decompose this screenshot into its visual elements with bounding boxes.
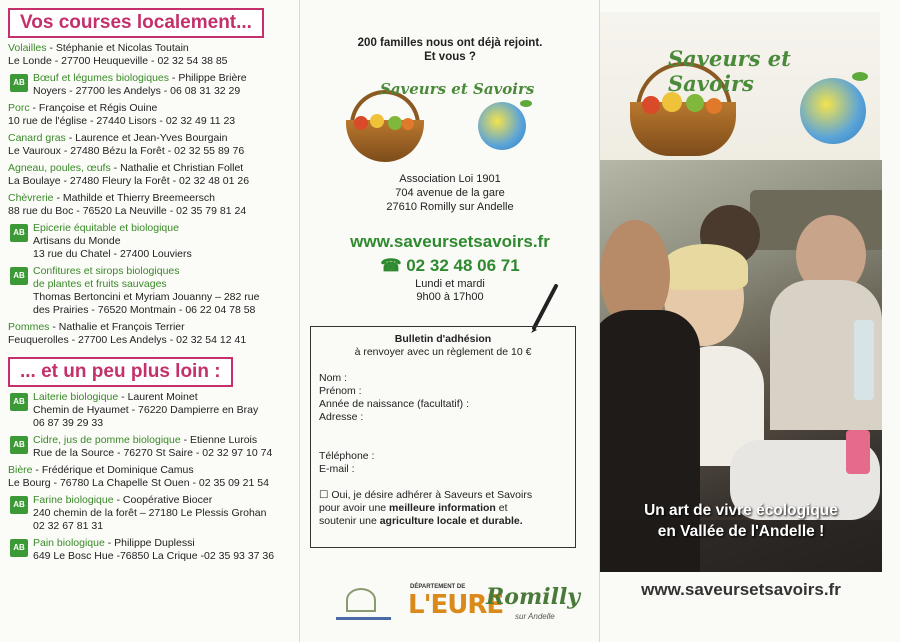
slogan-line1: Un art de vivre écologique: [644, 502, 838, 519]
right-logo-area: [600, 12, 880, 162]
field-naissance[interactable]: Année de naissance (facultatif) :: [319, 398, 470, 410]
producer-name: - Frédérique et Dominique Camus: [32, 464, 194, 476]
field-prenom[interactable]: Prénom :: [319, 385, 362, 397]
producer-entry: [8, 391, 291, 430]
organic-ab-icon: AB: [10, 436, 28, 454]
producer-category: Confitures et sirops biologiques: [33, 265, 180, 277]
producer-line2: 88 rue du Boc - 76520 La Neuville - 02 35 79 81 24: [8, 205, 247, 217]
mid-logo: [340, 80, 560, 165]
headline: [300, 36, 600, 64]
producer-category: Volailles: [8, 42, 47, 54]
producer-category: Pommes: [8, 321, 50, 333]
producer-line3: des Prairies - 76520 Montmain - 06 22 04 78 58: [33, 304, 256, 316]
producer-name: - Stéphanie et Nicolas Toutain: [46, 42, 189, 54]
consent-b: pour avoir une: [319, 502, 390, 514]
producer-name: - Laurent Moinet: [118, 391, 198, 403]
producer-category: Farine biologique: [33, 494, 114, 506]
slogan-line2: en Vallée de l'Andelle !: [657, 523, 825, 540]
producer-line1: [33, 434, 291, 447]
producer-name: - Etienne Lurois: [180, 434, 258, 446]
producer-entry: [8, 494, 291, 533]
globe-icon-large: [800, 78, 866, 144]
organic-ab-icon: AB: [10, 74, 28, 92]
producer-entry: [8, 434, 291, 460]
left-panel: [0, 0, 300, 642]
producer-category: Agneau, poules, œufs: [8, 162, 111, 174]
consent-b2: et: [495, 502, 508, 514]
producer-name: - Laurence et Jean-Yves Bourgain: [65, 132, 228, 144]
producer-line1: [8, 321, 291, 334]
right-logo: [628, 42, 868, 157]
headline-line1: 200 familles nous ont déjà rejoint.: [357, 37, 543, 49]
producer-line1: [33, 494, 291, 507]
producer-line1: [8, 192, 291, 205]
form-subtitle: à renvoyer avec un règlement de 10 €: [354, 346, 532, 358]
producer-entry: [8, 162, 291, 188]
consent-c: soutenir une: [319, 515, 380, 527]
producer-category: Cidre, jus de pomme biologique: [33, 434, 181, 446]
producer-line2: Noyers - 27700 les Andelys - 06 08 31 32 29: [33, 85, 241, 97]
producer-line1: [33, 391, 291, 404]
form-title: Bulletin d'adhésion: [394, 333, 492, 345]
mid-logo-title: Saveurs et Savoirs: [380, 80, 535, 98]
producer-name: - Philippe Duplessi: [104, 537, 195, 549]
eure-dept-label: DÉPARTEMENT DE: [410, 584, 466, 590]
producer-name: - Françoise et Régis Ouine: [29, 102, 158, 114]
romilly-sub: sur Andelle: [515, 612, 555, 621]
sponsor-logos: [300, 578, 600, 628]
producer-name: - Nathalie et Christian Follet: [110, 162, 244, 174]
producer-line1: [8, 464, 291, 477]
producer-line1: [33, 265, 291, 278]
producer-name: - Coopérative Biocer: [113, 494, 213, 506]
slogan: [600, 500, 882, 542]
producer-entry: [8, 192, 291, 218]
producer-line2: Le Vauroux - 27480 Bézu la Forêt - 02 32 55 89 76: [8, 145, 245, 157]
headline-line2: Et vous ?: [424, 51, 476, 63]
producer-line2: 10 rue de l'église - 27440 Lisors - 02 32 49 11 23: [8, 115, 236, 127]
producer-category: Bœuf et légumes biologiques: [33, 72, 169, 84]
producer-category: Epicerie équitable et biologique: [33, 222, 179, 234]
hours-days: Lundi et mardi: [415, 278, 485, 290]
producer-entry: [8, 464, 291, 490]
producer-entry: [8, 102, 291, 128]
right-logo-title: Saveurs et Savoirs: [668, 46, 791, 96]
organic-ab-icon: AB: [10, 267, 28, 285]
consent-line3: [319, 515, 567, 528]
producer-name: - Philippe Brière: [169, 72, 247, 84]
producer-line2: La Boulaye - 27480 Fleury la Forêt - 02 32 48 01 26: [8, 175, 250, 187]
assoc-line1: Association Loi 1901: [399, 173, 501, 185]
producer-line1: [33, 222, 291, 235]
consent-b-bold: meilleure information: [389, 502, 496, 514]
phone-number: ☎ 02 32 48 06 71: [380, 256, 520, 275]
producer-entry: [8, 132, 291, 158]
producer-category-line2: de plantes et fruits sauvages: [33, 278, 167, 290]
producer-line1: [8, 102, 291, 115]
producer-entry: [8, 321, 291, 347]
producer-line1: [33, 537, 291, 550]
association-address: [300, 172, 600, 214]
producer-line2: Feuquerolles - 27700 Les Andelys - 02 32 54 12 41: [8, 334, 247, 346]
consent-c-bold: agriculture locale et durable.: [379, 515, 523, 527]
website-link[interactable]: www.saveursetsavoirs.fr: [350, 232, 550, 251]
organic-ab-icon: AB: [10, 393, 28, 411]
field-email[interactable]: E-mail :: [319, 463, 355, 475]
organic-ab-icon: AB: [10, 539, 28, 557]
consent-line2: [319, 502, 567, 515]
local-section-title: Vos courses localement...: [8, 8, 264, 38]
field-nom[interactable]: Nom :: [319, 372, 348, 384]
organic-ab-icon: AB: [10, 224, 28, 242]
producer-line2: Le Londe - 27700 Heuqueville - 02 32 54 38 85: [8, 55, 228, 67]
producer-line2: Chemin de Hyaumet - 76220 Dampierre en Bray: [33, 404, 259, 416]
producer-name: - Mathilde et Thierry Breemeersch: [53, 192, 215, 204]
andelle-logo: [336, 586, 391, 620]
field-telephone[interactable]: Téléphone :: [319, 450, 375, 462]
producer-entry: [8, 42, 291, 68]
far-producers-list: [8, 391, 291, 563]
producer-name: - Nathalie et François Terrier: [49, 321, 185, 333]
producer-line2: 240 chemin de la forêt – 27180 Le Plessis Grohan: [33, 507, 267, 519]
producer-line2: Thomas Bertoncini et Myriam Jouanny – 282 rue: [33, 291, 260, 303]
far-section-title: ... et un peu plus loin :: [8, 357, 233, 387]
local-producers-list: [8, 42, 291, 347]
producer-entry: [8, 265, 291, 317]
producer-line3: 02 32 67 81 31: [33, 520, 104, 532]
producer-line2: 649 Le Bosc Hue -76850 La Crique -02 35 93 37 36: [33, 550, 275, 562]
eure-logo: L'EURE: [408, 590, 504, 620]
assoc-line3: 27610 Romilly sur Andelle: [386, 201, 514, 213]
producer-entry: [8, 72, 291, 98]
assoc-line2: 704 avenue de la gare: [395, 187, 505, 199]
producer-line3: 13 rue du Chatel - 27400 Louviers: [33, 248, 192, 260]
consent-checkbox[interactable]: ☐ Oui, je désire adhérer à Saveurs et Savoirs: [319, 489, 533, 501]
producer-line1: [33, 72, 291, 85]
producer-line2: Artisans du Monde: [33, 235, 121, 247]
producer-category: Bière: [8, 464, 33, 476]
producer-category: Laiterie biologique: [33, 391, 119, 403]
producer-category: Chèvrerie: [8, 192, 54, 204]
website-footer-link[interactable]: www.saveursetsavoirs.fr: [641, 580, 841, 599]
producer-line3: 06 87 39 29 33: [33, 417, 104, 429]
producer-line2: Rue de la Source - 76270 St Saire - 02 32 97 10 74: [33, 447, 273, 459]
producer-line1: [8, 42, 291, 55]
membership-form: [310, 326, 576, 548]
field-adresse[interactable]: Adresse :: [319, 411, 364, 423]
producer-line1: [8, 132, 291, 145]
producer-line2: Le Bourg - 76780 La Chapelle St Ouen - 02 35 09 21 54: [8, 477, 269, 489]
producer-line1: [8, 162, 291, 175]
organic-ab-icon: AB: [10, 496, 28, 514]
producer-entry: [8, 222, 291, 261]
producer-entry: [8, 537, 291, 563]
globe-icon: [478, 102, 526, 150]
producer-category: Canard gras: [8, 132, 66, 144]
romilly-logo: Romilly: [486, 584, 581, 610]
hours-times: 9h00 à 17h00: [416, 291, 484, 303]
producer-category: Porc: [8, 102, 30, 114]
producer-category: Pain biologique: [33, 537, 105, 549]
